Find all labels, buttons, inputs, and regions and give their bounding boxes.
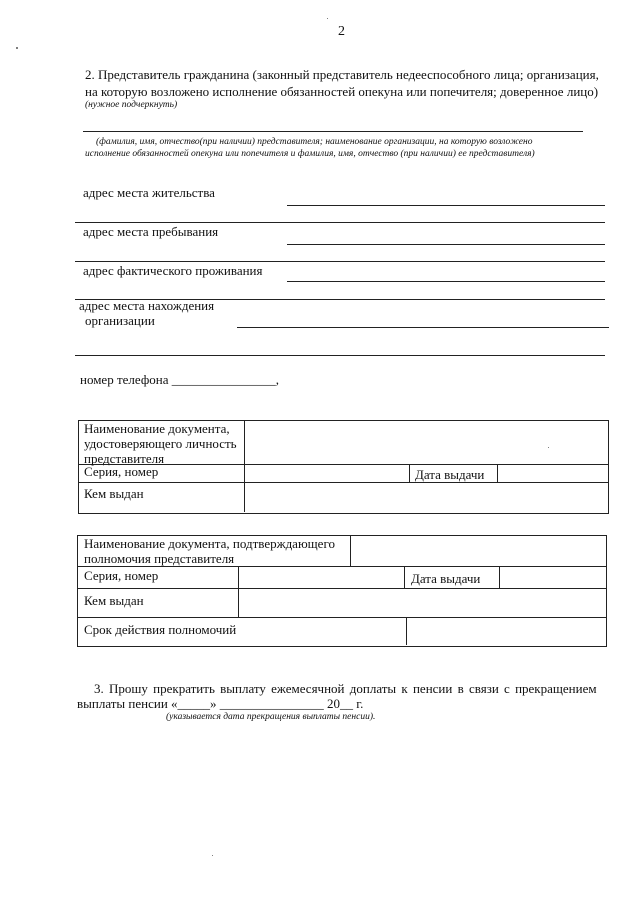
- phone-label: [80, 372, 279, 388]
- authority-validity-label: Срок действия полномочий: [84, 622, 237, 637]
- identity-issue-date-field[interactable]: [499, 466, 606, 481]
- page-number: 2: [338, 24, 345, 39]
- authority-validity-field[interactable]: [408, 619, 604, 644]
- residence-address-label: адрес места жительства: [83, 185, 215, 200]
- name-hint-line2: исполнение обязанностей опекуна или попечителя и фамилия, имя, отчество (при наличии) ее представителя): [85, 149, 535, 159]
- scan-speck: [212, 855, 213, 856]
- authority-issued-by-field[interactable]: [240, 590, 604, 616]
- authority-col-divider-d: [406, 617, 407, 645]
- authority-row-divider-3: [77, 617, 606, 618]
- stay-address-line[interactable]: [287, 244, 605, 245]
- identity-series-field[interactable]: [246, 466, 408, 481]
- org-address-label-line2: организации: [85, 313, 155, 328]
- phone-field[interactable]: ________________,: [171, 372, 279, 387]
- stay-address-label: адрес места пребывания: [83, 224, 219, 239]
- identity-col-divider-2: [409, 464, 410, 482]
- identity-issued-by-label: Кем выдан: [84, 486, 144, 501]
- section3-line1: 3. Прошу прекратить выплату ежемесячной доплаты к пенсии в связи с прекращением: [94, 681, 597, 696]
- representative-name-line[interactable]: [83, 131, 583, 132]
- section2-heading-line2: на которую возложено исполнение обязанностей опекуна или попечителя; доверенное лицо): [85, 84, 599, 99]
- authority-col-divider-c: [499, 566, 500, 588]
- authority-series-field[interactable]: [240, 568, 403, 587]
- section3-hint: (указывается дата прекращения выплаты пенсии).: [166, 712, 376, 722]
- identity-col-divider-1: [244, 420, 245, 512]
- section3-line2[interactable]: выплаты пенсии «_____» ________________ 20__ г.: [77, 696, 364, 711]
- authority-col-divider-a: [238, 566, 239, 617]
- identity-series-label: Серия, номер: [84, 464, 159, 479]
- identity-doc-name-field[interactable]: [246, 422, 606, 463]
- org-address-line2[interactable]: [75, 355, 605, 356]
- residence-address-line2[interactable]: [75, 222, 605, 223]
- authority-col-divider-name: [350, 535, 351, 566]
- identity-col-divider-3: [497, 464, 498, 482]
- identity-doc-name-label: Наименование документа, удостоверяющего личность представителя: [84, 421, 237, 466]
- authority-issued-by-label: Кем выдан: [84, 593, 144, 608]
- scan-speck: [16, 47, 18, 49]
- scan-speck: [327, 18, 328, 19]
- actual-address-label: адрес фактического проживания: [83, 263, 263, 278]
- org-address-label-line1: адрес места нахождения: [79, 298, 215, 313]
- scan-speck: [548, 447, 549, 448]
- authority-col-divider-b: [404, 566, 405, 588]
- identity-row-divider-2: [78, 482, 608, 483]
- phone-label-text: номер телефона: [80, 372, 169, 387]
- authority-doc-name-field[interactable]: [352, 537, 604, 565]
- name-hint-line1: (фамилия, имя, отчество(при наличии) представителя; наименование организации, на которую возложено: [96, 137, 533, 147]
- authority-row-divider-1: [77, 566, 606, 567]
- underline-note: (нужное подчеркнуть): [85, 100, 178, 110]
- actual-address-line[interactable]: [287, 281, 605, 282]
- section2-heading-line1: 2. Представитель гражданина (законный представитель недееспособного лица; организация,: [85, 67, 599, 82]
- authority-issue-date-field[interactable]: [501, 568, 604, 587]
- identity-issued-by-field[interactable]: [246, 484, 606, 511]
- stay-address-line2[interactable]: [75, 261, 605, 262]
- authority-doc-name-label: Наименование документа, подтверждающего полномочия представителя: [84, 536, 335, 566]
- authority-issue-date-label: Дата выдачи: [411, 571, 481, 586]
- authority-series-label: Серия, номер: [84, 568, 159, 583]
- authority-row-divider-2: [77, 588, 606, 589]
- residence-address-line[interactable]: [287, 205, 605, 206]
- org-address-line[interactable]: [237, 327, 609, 328]
- identity-issue-date-label: Дата выдачи: [415, 467, 485, 482]
